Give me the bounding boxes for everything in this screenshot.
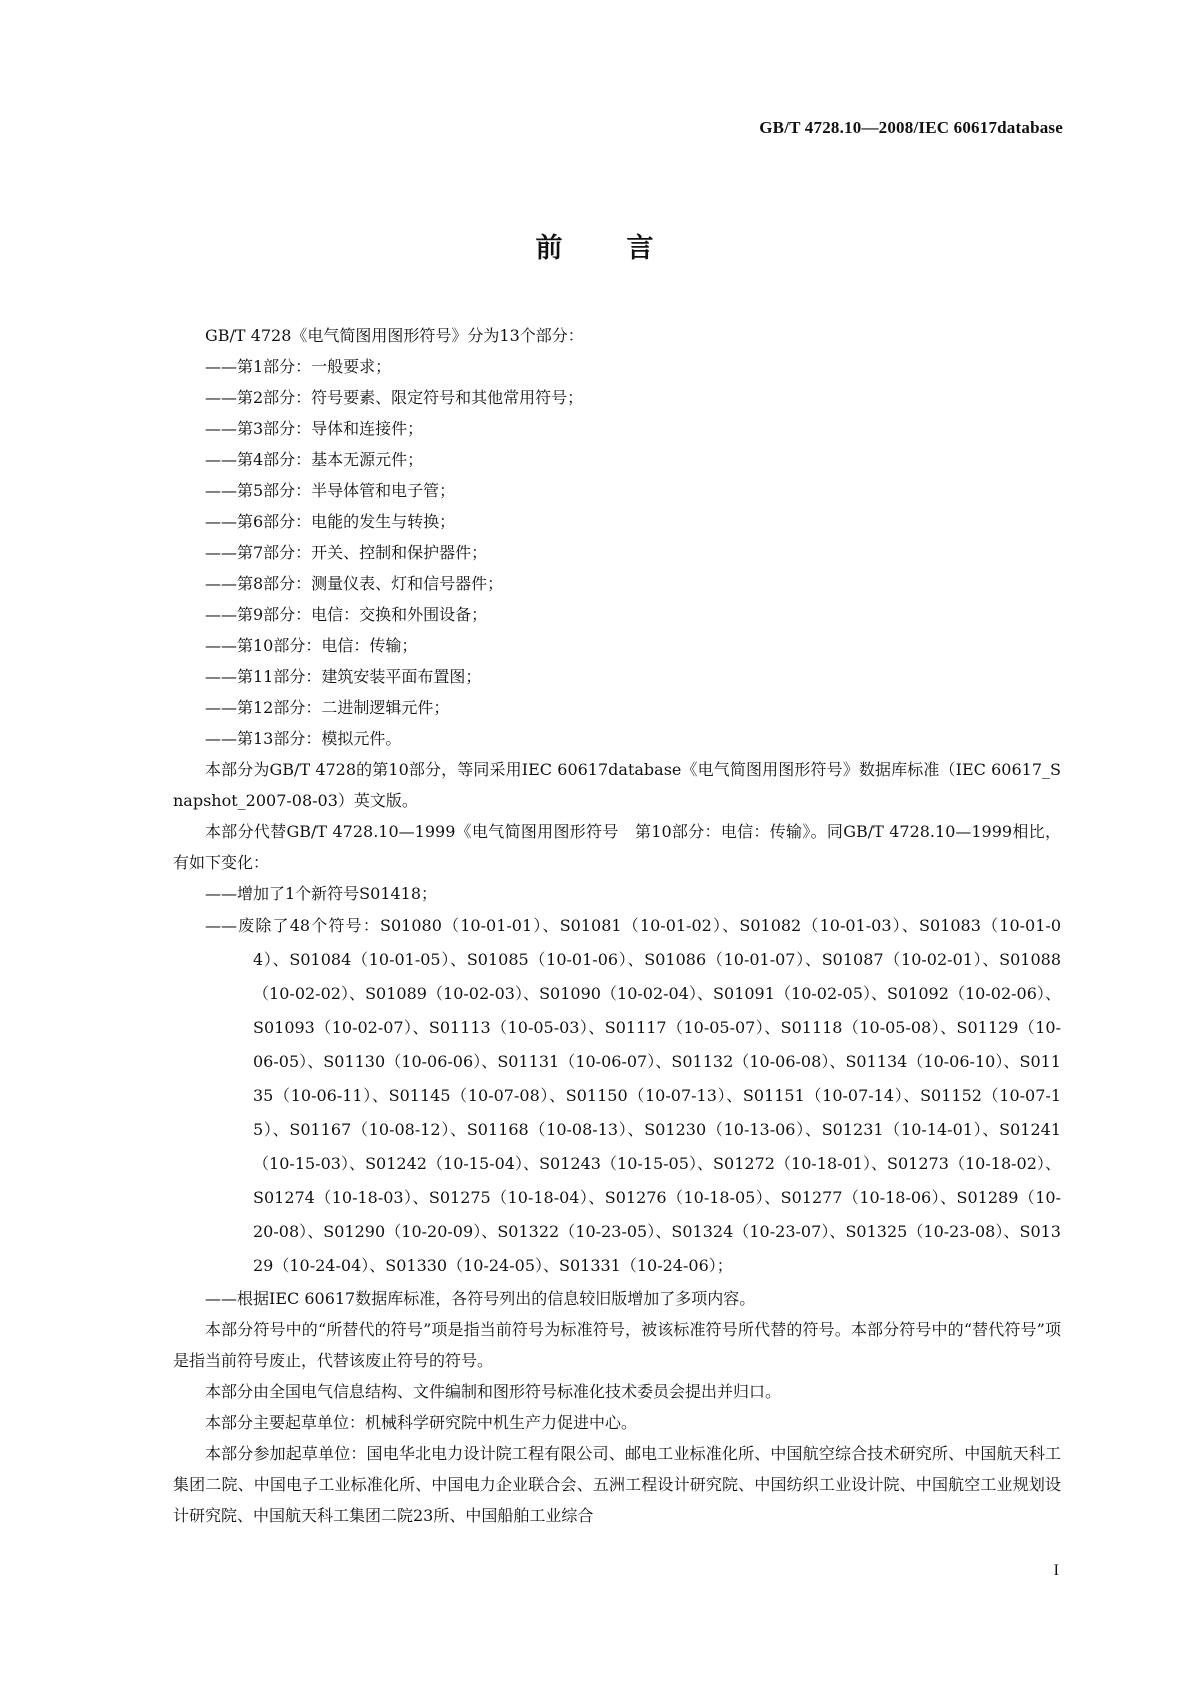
change-info-item: ——根据IEC 60617数据库标准，各符号列出的信息较旧版增加了多项内容。 [205,1289,756,1308]
title-char-2: 言 [626,233,656,264]
participants-paragraph: 本部分参加起草单位：国电华北电力设计院工程有限公司、邮电工业标准化所、中国航空综合技术研究所、中国航天科工集团二院、中国电子工业标准化所、中国电力企业联合会、五洲工程设计研究院、中国纺织工业设计院、中国航空工业规划设计研究院、中国航天科工集团二院23所、中国船舶工业综合 [173,1444,1061,1525]
part-list-item: ——第10部分：电信：传输； [205,636,418,655]
part-list-item: ——第8部分：测量仪表、灯和信号器件； [205,574,504,593]
part-list-item: ——第5部分：半导体管和电子管； [205,481,456,500]
proposer-paragraph: 本部分由全国电气信息结构、文件编制和图形符号标准化技术委员会提出并归口。 [205,1382,782,1401]
change-added-item: ——增加了1个新符号S01418； [205,884,438,903]
main-drafter-paragraph: 本部分主要起草单位：机械科学研究院中机生产力促进中心。 [205,1413,638,1432]
part-list-item: ——第13部分：模拟元件。 [205,729,402,748]
part-list-item: ——第1部分：一般要求； [205,357,392,376]
equivalence-paragraph: 本部分为GB/T 4728的第10部分，等同采用IEC 60617database《电气简图用图形符号》数据库标准（IEC 60617_Snapshot_2007-08-03）英文版。 [173,760,1061,810]
part-list-item: ——第6部分：电能的发生与转换； [205,512,456,531]
standard-code-header: GB/T 4728.10—2008/IEC 60617database [759,118,1063,137]
symbols-note-paragraph: 本部分符号中的“所替代的符号”项是指当前符号为标准符号，被该标准符号所代替的符号。本部分符号中的“替代符号”项是指当前符号废止，代替该废止符号的符号。 [173,1320,1061,1370]
change-removed-item: ——废除了48个符号：S01080（10-01-01）、S01081（10-01-02）、S01082（10-01-03）、S01083（10-01-04）、S01084（10-01-05）、S01085（10-01-06）、S01086（10-01-07）、S01087（10-02-01）、S01088（10-02-02）、S01089（10-02-03）、S01090（10-02-04）、S01091（10-02-05）、S01092（10-02-06）、S01093（10-02-07）、S01113（10-05-03）、S01117（10-05-07）、S01118（10-05-08）、S01129（10-06-05）、S01130（10-06-06）、S01131（10-06-07）、S01132（10-06-08）、S01134（10-06-10）、S01135（10-06-11）、S01145（10-07-08）、S01150（10-07-13）、S01151（10-07-14）、S01152（10-07-15）、S01167（10-08-12）、S01168（10-08-13）、S01230（10-13-06）、S01231（10-14-01）、S01241（10-15-03）、S01242（10-15-04）、S01243（10-15-05）、S01272（10-18-01）、S01273（10-18-02）、S01274（10-18-03）、S01275（10-18-04）、S01276（10-18-05）、S01277（10-18-06）、S01289（10-20-08）、S01290（10-20-09）、S01322（10-23-05）、S01324（10-23-07）、S01325（10-23-08）、S01329（10-24-04）、S01330（10-24-05）、S01331（10-24-06）； [205,916,1061,1275]
part-list-item: ——第12部分：二进制逻辑元件； [205,698,450,717]
part-list-item: ——第4部分：基本无源元件； [205,450,424,469]
page-title [0,226,1191,265]
intro-paragraph: GB/T 4728《电气简图用图形符号》分为13个部分： [205,326,584,345]
replaces-paragraph: 本部分代替GB/T 4728.10—1999《电气简图用图形符号 第10部分：电信：传输》。同GB/T 4728.10—1999相比，有如下变化： [173,822,1061,872]
part-list-item: ——第7部分：开关、控制和保护器件； [205,543,488,562]
part-list-item: ——第9部分：电信：交换和外围设备； [205,605,488,624]
title-char-1: 前 [535,233,565,264]
foreword-body [173,320,1061,1531]
part-list-item: ——第11部分：建筑安装平面布置图； [205,667,482,686]
part-list-item: ——第2部分：符号要素、限定符号和其他常用符号； [205,388,584,407]
part-list-item: ——第3部分：导体和连接件； [205,419,424,438]
page-number: I [1053,1562,1059,1579]
